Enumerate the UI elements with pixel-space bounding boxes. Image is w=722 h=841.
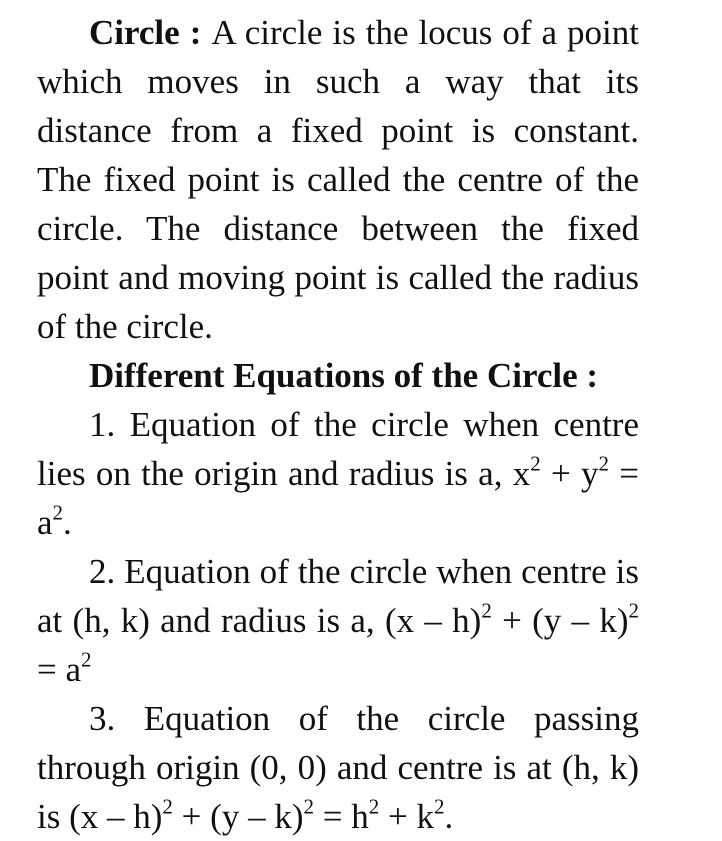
formula-superscript: 2	[303, 794, 314, 819]
section-heading: Different Equations of the Circle :	[89, 356, 599, 395]
definition-text: A circle is the locus of a point which moves in such a way that its distance from a fixed point is constant. The fixed point is called the centre of the circle. The distance between the fixed point and moving point is called the radius of the circle.	[37, 13, 639, 346]
formula-text: (x – h)	[69, 797, 163, 836]
formula-superscript: 2	[52, 500, 64, 525]
formula-superscript: 2	[368, 794, 380, 819]
formula-superscript: 2	[162, 794, 173, 819]
formula-text: .	[444, 797, 454, 836]
formula-superscript: 2	[481, 598, 492, 623]
formula-text: (y – k)	[210, 797, 304, 836]
formula-text: = h	[313, 797, 369, 836]
formula-superscript: 2	[530, 451, 541, 476]
formula-text: (y – k)	[532, 601, 629, 640]
document-page	[37, 8, 639, 841]
formula-text: = a	[37, 454, 640, 542]
circle-definition	[37, 8, 639, 351]
equation-2-description: 2. Equation of the circle when centre is at (h, k) and radius is a,	[37, 552, 639, 640]
definition-separator: :	[179, 13, 212, 52]
formula-text: +	[172, 797, 211, 836]
formula-text: (x – h)	[384, 601, 482, 640]
formula-text: + k	[379, 797, 434, 836]
formula-text: x	[512, 454, 531, 493]
formula-superscript: 2	[81, 647, 92, 672]
definition-term: Circle	[89, 13, 180, 52]
formula-text: y	[581, 454, 599, 493]
equation-item-1	[37, 400, 639, 547]
equation-item-2	[37, 547, 639, 694]
equation-3-formula	[69, 794, 454, 836]
formula-superscript: 2	[598, 451, 609, 476]
equation-item-3	[37, 694, 639, 841]
formula-text: +	[491, 601, 533, 640]
formula-text: .	[63, 503, 72, 542]
formula-superscript: 2	[628, 598, 639, 623]
equation-3-description: 3. Equation of the circle passing through origin (0, 0) and centre is at (h, k) is	[37, 699, 639, 836]
formula-text: +	[540, 454, 581, 493]
formula-superscript: 2	[433, 794, 445, 819]
equation-1-description: 1. Equation of the circle when centre lies on the origin and radius is a,	[37, 405, 639, 493]
formula-text: = a	[37, 650, 82, 689]
